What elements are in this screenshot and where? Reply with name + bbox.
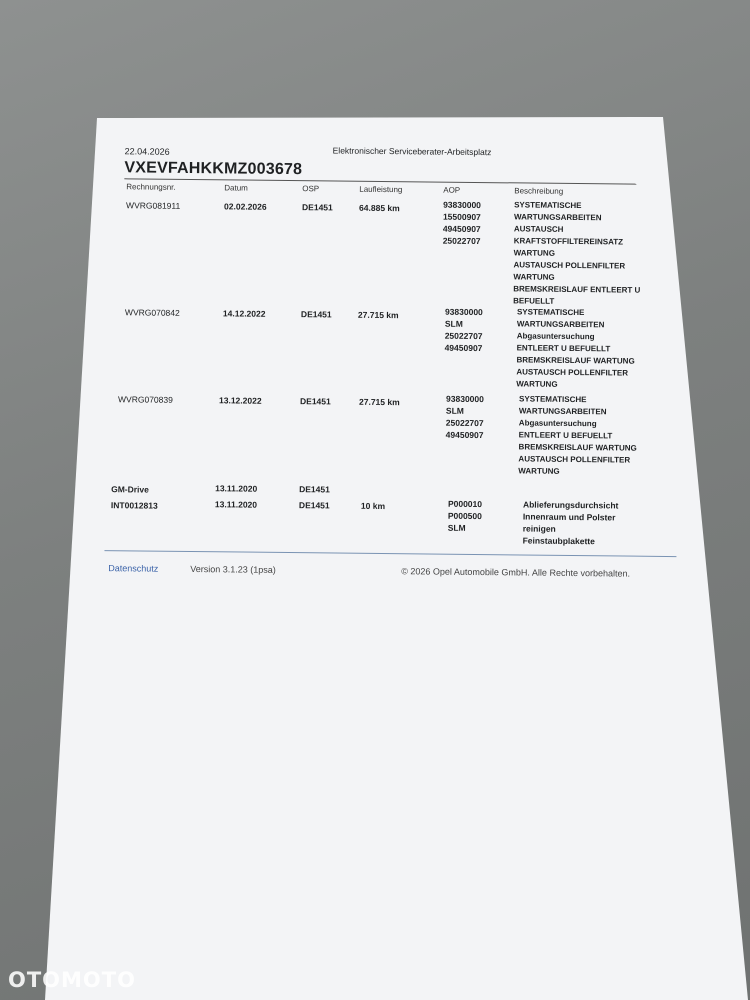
description-line: AUSTAUSCH POLLENFILTER (518, 454, 631, 465)
osp-code: DE1451 (300, 309, 332, 320)
aop-code: 25022707 (444, 330, 483, 342)
description-line: ENTLEERT U BEFUELLT (516, 343, 611, 354)
mileage: 64.885 km (359, 202, 400, 214)
invoice-number: WVRG081911 (126, 200, 181, 211)
description-line: BREMSKREISLAUF WARTUNG (516, 355, 635, 366)
aop-code: 25022707 (445, 417, 484, 429)
invoice-number: WVRG070839 (118, 394, 173, 405)
service-date: 13.11.2020 (215, 483, 258, 494)
service-date: 14.12.2022 (222, 308, 266, 319)
description-line: BREMSKREISLAUF WARTUNG (518, 442, 637, 453)
aop-code: 93830000 (444, 306, 483, 318)
aop-code: 93830000 (446, 393, 484, 405)
document-title: Elektronischer Serviceberater-Arbeitsplatz (332, 145, 492, 158)
column-header-date: Datum (224, 183, 248, 193)
aop-code: P000010 (447, 498, 483, 510)
printout (92, 118, 687, 604)
privacy-link[interactable]: Datenschutz (108, 563, 159, 574)
description-line: Abgasuntersuchung (518, 418, 597, 429)
aop-code: SLM (445, 405, 464, 416)
description-line: Feinstaubplakette (522, 535, 595, 547)
aop-code: SLM (444, 318, 463, 329)
description-line: ENTLEERT U BEFUELLT (518, 430, 613, 441)
description-line: Ablieferungsdurchsicht (522, 499, 619, 511)
aop-codes (448, 498, 482, 534)
service-description (513, 199, 641, 308)
osp-code: DE1451 (299, 484, 330, 495)
invoice-number: GM-Drive (111, 484, 149, 495)
aop-code: 49450907 (444, 342, 483, 354)
aop-code: 93830000 (443, 199, 481, 211)
print-date: 22.04.2026 (124, 146, 170, 157)
service-description (518, 393, 637, 478)
header-divider (124, 178, 636, 184)
aop-code: 15500907 (442, 211, 481, 223)
aop-code: 49450907 (445, 429, 484, 441)
osp-code: DE1451 (299, 396, 331, 407)
description-line: WARTUNGSARBEITEN (518, 406, 607, 417)
aop-code: P000500 (447, 510, 482, 522)
description-line: reinigen (522, 523, 556, 534)
description-line: WARTUNG (513, 248, 555, 258)
aop-codes (445, 306, 483, 354)
service-date: 13.11.2020 (214, 499, 258, 510)
description-line: SYSTEMATISCHE (516, 307, 585, 318)
description-line: WARTUNG (518, 466, 560, 476)
vin-number: VXEVFAHKKMZ003678 (124, 159, 303, 179)
version-label: Version 3.1.23 (1psa) (190, 564, 276, 575)
invoice-number: WVRG070842 (124, 307, 180, 318)
invoice-number: INT0012813 (110, 500, 158, 511)
service-date: 13.12.2022 (218, 395, 262, 406)
copyright-notice: © 2026 Opel Automobile GmbH. Alle Rechte vorbehalten. (401, 566, 631, 579)
service-description (523, 498, 619, 547)
column-header-aop: AOP (443, 185, 461, 195)
mileage: 10 km (360, 500, 386, 512)
description-line: WARTUNGSARBEITEN (516, 319, 605, 330)
column-header-description: Beschreibung (514, 186, 564, 196)
description-line: BEFUELLT (513, 296, 555, 306)
description-line: WARTUNG (513, 272, 555, 282)
column-header-osp: OSP (302, 184, 320, 194)
mileage: 27.715 km (358, 396, 400, 408)
aop-codes (446, 393, 484, 441)
description-line: BREMSKREISLAUF ENTLEERT U (513, 284, 641, 295)
mileage: 27.715 km (357, 309, 399, 321)
description-line: Abgasuntersuchung (516, 331, 595, 342)
footer-divider (104, 550, 676, 557)
description-line: AUSTAUSCH POLLENFILTER (513, 260, 626, 271)
osp-code: DE1451 (302, 202, 333, 213)
description-line: SYSTEMATISCHE (514, 200, 582, 211)
description-line: SYSTEMATISCHE (519, 394, 587, 405)
service-date: 02.02.2026 (224, 201, 267, 212)
description-line: WARTUNG (516, 379, 558, 389)
watermark-logo: OTOMOTO (8, 968, 136, 992)
aop-code: SLM (447, 522, 466, 533)
aop-codes (443, 199, 481, 247)
description-line: AUSTAUSCH POLLENFILTER (516, 367, 629, 378)
description-line: Innenraum und Polster (522, 511, 616, 523)
column-header-mileage: Laufleistung (359, 184, 403, 195)
description-line: AUSTAUSCH (513, 224, 564, 234)
column-header-invoice: Rechnungsnr. (126, 182, 176, 192)
description-line: KRAFTSTOFFILTEREINSATZ (513, 236, 624, 247)
aop-code: 49450907 (442, 223, 481, 235)
service-description (516, 306, 635, 391)
osp-code: DE1451 (298, 500, 330, 511)
aop-code: 25022707 (442, 235, 481, 247)
description-line: WARTUNGSARBEITEN (513, 212, 602, 223)
